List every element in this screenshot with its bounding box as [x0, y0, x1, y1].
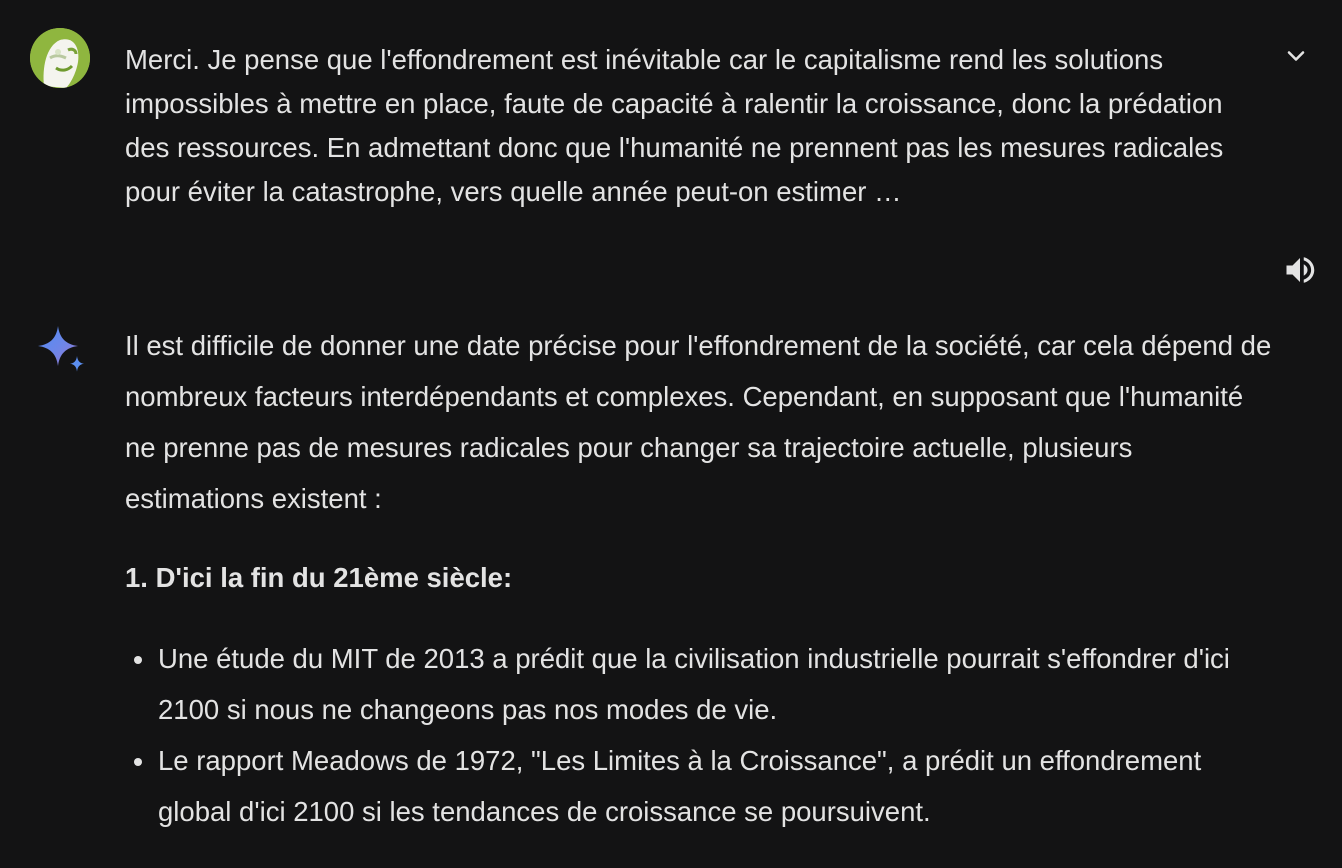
- read-aloud-button[interactable]: [1278, 250, 1322, 290]
- bullet-dot: [134, 758, 142, 766]
- list-item-text: Une étude du MIT de 2013 a prédit que la civilisation industrielle pourrait s'effondrer d'ici 2100 si nous ne changeons pas nos modes de vie.: [158, 643, 1230, 725]
- volume-icon: [1282, 252, 1318, 288]
- response-intro: Il est difficile de donner une date précise pour l'effondrement de la société, car cela dépend de nombreux facteurs interdépendants et complexes. Cependant, en supposant que l'humanité ne prenne pas de mesures radicales pour changer sa trajectoire actuelle, plusieurs estimations existent :: [125, 330, 1272, 514]
- expand-prompt-button[interactable]: [1278, 38, 1314, 74]
- list-item-text: Le rapport Meadows de 1972, "Les Limites à la Croissance", a prédit un effondrement global d'ici 2100 si les tendances de croissance se poursuivent.: [158, 745, 1202, 827]
- chevron-down-icon: [1284, 44, 1308, 68]
- bullet-dot: [134, 656, 142, 664]
- list-item: [158, 633, 1275, 735]
- user-prompt-text: Merci. Je pense que l'effondrement est inévitable car le capitalisme rend les solutions impossibles à mettre en place, faute de capacité à ralentir la croissance, donc la prédation des ressources. En admettant donc que l'humanité ne prennent pas les mesures radicales pour éviter la catastrophe, vers quelle année peut-on estimer …: [125, 44, 1224, 207]
- user-avatar: [30, 28, 90, 88]
- assistant-response: [125, 320, 1275, 837]
- section-heading: 1. D'ici la fin du 21ème siècle:: [125, 562, 513, 593]
- sparkle-icon: [32, 322, 90, 380]
- estimate-list: [125, 633, 1275, 837]
- list-item: [158, 735, 1275, 837]
